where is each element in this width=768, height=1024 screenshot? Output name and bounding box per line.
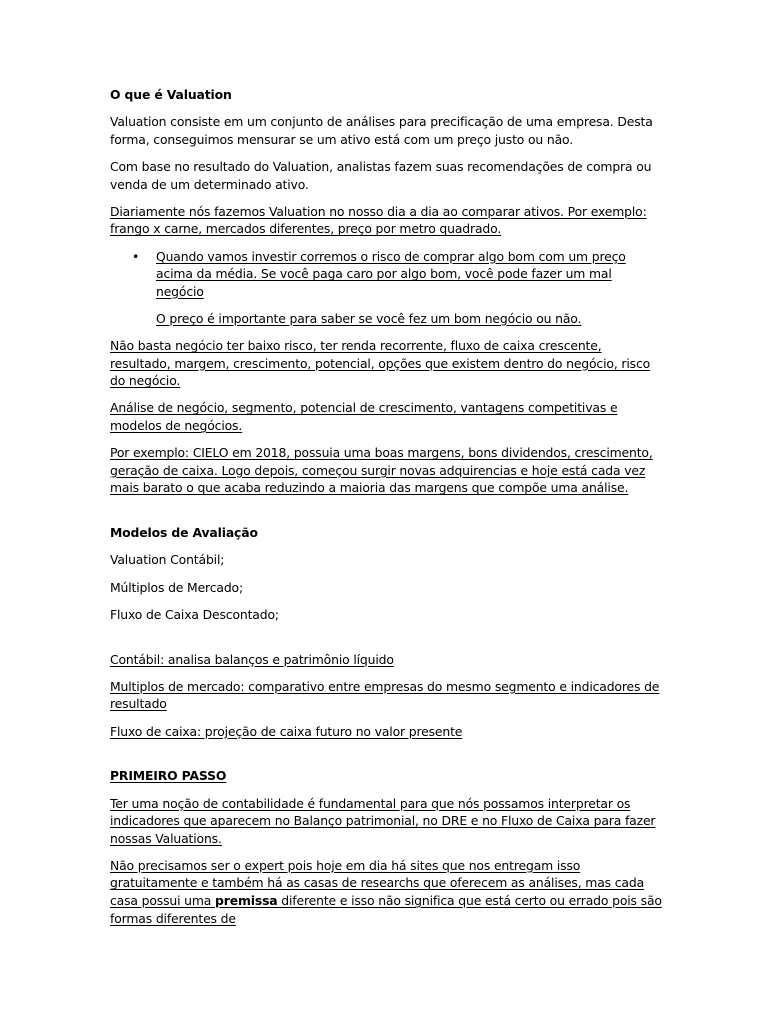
emphasis-premissa: premissa — [215, 893, 278, 909]
paragraph-business-analysis: Análise de negócio, segmento, potencial de crescimento, vantagens competitivas e modelos de negócios. — [110, 400, 618, 434]
model-item-contabil: Valuation Contábil; — [110, 552, 225, 568]
paragraph-expert-start: Não precisamos ser o expert pois hoje em dia há sites que nos entregam isso gratuitamente e também há as casas de researchs que oferecem as análises, mas cada casa possui uma — [110, 857, 645, 909]
heading-primeiro-passo: PRIMEIRO PASSO — [110, 768, 227, 784]
definition-fluxo: Fluxo de caixa: projeção de caixa futuro no valor presente — [110, 723, 463, 739]
paragraph-accounting: Ter uma noção de contabilidade é fundamental para que nós possamos interpretar os indicadores que aparecem no Balanço patrimonial, no DRE e no Fluxo de Caixa para fazer nossas Valuations. — [110, 795, 656, 846]
spacer — [110, 507, 662, 525]
heading-modelos-de-avaliacao: Modelos de Avaliação — [110, 525, 258, 541]
definition-contabil: Contábil: analisa balanços e patrimônio líquido — [110, 651, 394, 667]
definition-multiplos: Multiplos de mercado: comparativo entre empresas do mesmo segmento e indicadores de resultado — [110, 678, 660, 712]
paragraph-recommendations: Com base no resultado do Valuation, analistas fazem suas recomendações de compra ou venda de um determinado ativo. — [110, 158, 652, 192]
paragraph-low-risk: Não basta negócio ter baixo risco, ter renda recorrente, fluxo de caixa crescente, resultado, margem, crescimento, potencial, opções que existem dentro do negócio, risco do negócio. — [110, 338, 651, 389]
heading-o-que-e-valuation: O que é Valuation — [110, 87, 232, 102]
paragraph-expert-end: diferente e isso não significa que está certo ou errado pois são formas diferentes de — [110, 893, 662, 926]
spacer — [110, 750, 662, 768]
paragraph-price-note: O preço é importante para saber se você fez um bom negócio ou não. — [156, 310, 582, 326]
paragraph-daily-valuation: Diariamente nós fazemos Valuation no nosso dia a dia ao comparar ativos. Por exemplo: frango x carne, mercados diferentes, preço por metro quadrado. — [110, 203, 647, 237]
model-item-multiplos: Múltiplos de Mercado; — [110, 579, 244, 595]
model-item-fluxo: Fluxo de Caixa Descontado; — [110, 606, 279, 622]
paragraph-expert — [110, 857, 662, 927]
spacer — [110, 633, 662, 651]
bullet-dot-icon: • — [132, 248, 140, 264]
document-body — [110, 86, 662, 937]
bullet-item-risk — [110, 248, 662, 301]
bullet-text: Quando vamos investir corremos o risco de comprar algo bom com um preço acima da média. Se você paga caro por algo bom, você pode fazer um mal negócio — [156, 248, 626, 299]
paragraph-definition: Valuation consiste em um conjunto de análises para precificação de uma empresa. Desta forma, conseguimos mensurar se um ativo está com um preço justo ou não. — [110, 114, 653, 147]
paragraph-cielo-example: Por exemplo: CIELO em 2018, possuia uma boas margens, bons dividendos, crescimento, geração de caixa. Logo depois, começou surgir novas adquirencias e hoje está cada vez mais barato o que acaba reduzindo a maioria das margens que compõe uma análise. — [110, 445, 653, 496]
